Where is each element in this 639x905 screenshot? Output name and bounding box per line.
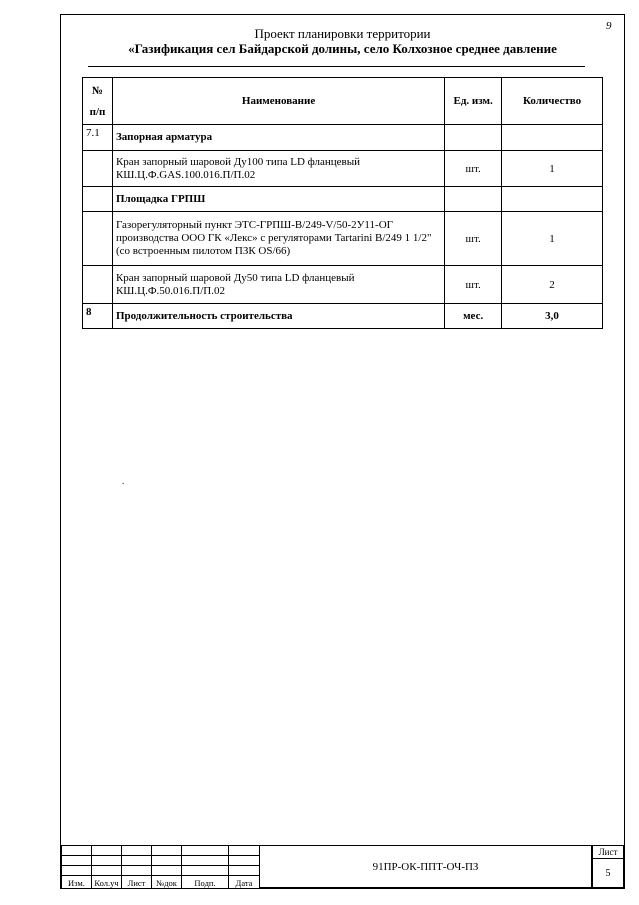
table-row: [83, 125, 603, 151]
row-quantity: 3,0: [502, 304, 603, 329]
row-unit: [445, 125, 502, 151]
row-name: Газорегуляторный пункт ЭТС-ГРПШ-В/249-V/50-2У11-ОГ производства ООО ГК «Лекс» с регуляторами Tartarini B/249 1 1/2" (со встроенным пилотом ПЗК OS/66): [112, 212, 444, 266]
row-number: [83, 266, 113, 304]
row-number: [83, 212, 113, 266]
row-section-title: Запорная арматура: [112, 125, 444, 151]
page-corner-number: 9: [606, 20, 612, 32]
row-unit: [445, 187, 502, 212]
column-header-unit: Ед. изм.: [445, 78, 502, 125]
column-header-quantity: Количество: [502, 78, 603, 125]
row-quantity: 1: [502, 212, 603, 266]
row-number: [83, 151, 113, 187]
row-unit: шт.: [445, 266, 502, 304]
stamp-label-sheet: Лист: [122, 876, 152, 889]
document-title: Проект планировки территории: [254, 26, 431, 41]
stamp-label-count: Кол.уч: [92, 876, 122, 889]
title-block-stamp: [61, 845, 624, 888]
column-header-name: Наименование: [112, 78, 444, 125]
column-header-number: [83, 78, 113, 125]
table-row: [83, 151, 603, 187]
row-name: Продолжительность строительства: [112, 304, 444, 329]
table-row: [83, 266, 603, 304]
stray-mark: .: [122, 476, 125, 486]
column-header-number-line1: №: [91, 84, 103, 97]
document-subtitle: «Газификация сел Байдарской долины, село Колхозное среднее давление: [128, 41, 557, 56]
stamp-grid: [61, 845, 260, 889]
sheet-box: [592, 845, 624, 888]
row-number: 7.1: [83, 125, 113, 151]
stamp-label-change: Изм.: [62, 876, 92, 889]
column-header-number-line2: п/п: [89, 105, 106, 118]
document-code: 91ПР-ОК-ППТ-ОЧ-ПЗ: [259, 845, 592, 888]
row-unit: мес.: [445, 304, 502, 329]
row-name: Кран запорный шаровой Ду100 типа LD фланцевый КШ.Ц.Ф.GAS.100.016.П/П.02: [112, 151, 444, 187]
row-unit: шт.: [445, 212, 502, 266]
stamp-label-date: Дата: [229, 876, 260, 889]
row-unit: шт.: [445, 151, 502, 187]
specification-table: [82, 77, 603, 329]
row-quantity: 2: [502, 266, 603, 304]
row-section-title: Площадка ГРПШ: [112, 187, 444, 212]
stamp-label-signature: Подп.: [182, 876, 229, 889]
table-row: [83, 187, 603, 212]
sheet-label: Лист: [592, 845, 624, 859]
row-number: [83, 187, 113, 212]
row-name: Кран запорный шаровой Ду50 типа LD фланцевый КШ.Ц.Ф.50.016.П/П.02: [112, 266, 444, 304]
table-header-row: [83, 78, 603, 125]
row-quantity: [502, 125, 603, 151]
row-quantity: 1: [502, 151, 603, 187]
row-number: 8: [83, 304, 113, 329]
stamp-label-doc-number: №док: [152, 876, 182, 889]
row-quantity: [502, 187, 603, 212]
table-row: [83, 304, 603, 329]
header-underline: [88, 66, 585, 67]
sheet-number: 5: [592, 859, 624, 888]
table-row: [83, 212, 603, 266]
